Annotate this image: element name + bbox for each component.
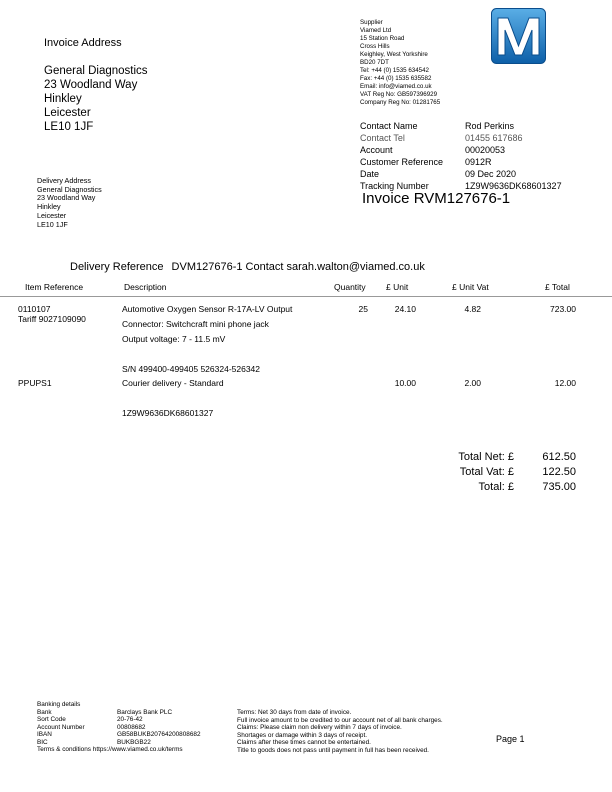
supplier-line: Viamed Ltd (360, 27, 392, 35)
item-reference: 0110107 (18, 304, 51, 314)
contact-label: Contact Tel (360, 133, 405, 143)
invoice-address-line: 23 Woodland Way (44, 79, 138, 91)
contact-value: 09 Dec 2020 (465, 169, 517, 179)
banking-value: 20-76-42 (117, 716, 143, 723)
delivery-address-heading: Delivery Address (37, 176, 91, 185)
banking-row (37, 739, 201, 747)
banking-row (37, 731, 201, 739)
total-header: £ Total (545, 282, 570, 292)
item-quantity: 25 (358, 304, 368, 314)
unit-vat-header: £ Unit Vat (452, 282, 489, 292)
banking-row (37, 716, 201, 724)
banking-value: BUKBGB22 (117, 738, 151, 746)
viamed-logo-icon (491, 8, 546, 64)
delivery-address (37, 177, 102, 229)
payment-terms (237, 709, 443, 754)
item-description-line: Automotive Oxygen Sensor R-17A-LV Output (122, 304, 293, 314)
item-description-line: Output voltage: 7 - 11.5 mV (122, 334, 226, 344)
banking-label: IBAN (37, 731, 52, 738)
invoice-address-line: LE10 1JF (44, 121, 94, 133)
terms-line: Terms: Net 30 days from date of invoice. (237, 709, 352, 716)
delivery-address-line: Hinkley (37, 202, 61, 212)
invoice-address-line: Leicester (44, 107, 91, 119)
total-net-label: Total Net: £ (458, 451, 514, 463)
delivery-address-line: General Diagnostics (37, 184, 102, 194)
supplier-details (360, 19, 440, 108)
supplier-line: Supplier (360, 19, 383, 26)
banking-row (37, 709, 201, 717)
delivery-reference-label: Delivery Reference (70, 261, 164, 273)
supplier-line: VAT Reg No: GB597396929 (360, 91, 438, 99)
item-unit-vat: 4.82 (464, 304, 481, 314)
total-label: Total: £ (478, 481, 514, 493)
item-total: 12.00 (554, 378, 576, 388)
supplier-line: Cross Hills (360, 43, 390, 51)
supplier-line: Tel: +44 (0) 1535 634542 (360, 67, 429, 75)
item-unit: 24.10 (394, 304, 416, 314)
contact-value: Rod Perkins (465, 121, 515, 131)
item-unit-vat: 2.00 (464, 378, 481, 388)
item-total: 723.00 (550, 304, 576, 314)
item-description-line: S/N 499400-499405 526324-526342 (122, 364, 261, 374)
delivery-address-line: Leicester (37, 210, 67, 220)
supplier-line: Company Reg No: 01281765 (360, 99, 441, 107)
supplier-line: Fax: +44 (0) 1535 635582 (360, 75, 432, 83)
invoice-address-heading: Invoice Address (44, 37, 122, 49)
contact-row (360, 156, 562, 168)
description-header: Description (124, 282, 167, 292)
contact-value: 00020053 (465, 145, 506, 155)
banking-value: GB58BUKB20764200808682 (117, 731, 201, 738)
invoice-address (44, 37, 148, 134)
contact-label: Contact Name (360, 121, 418, 131)
item-unit: 10.00 (394, 378, 416, 388)
banking-value: Barclays Bank PLC (117, 708, 173, 716)
total-net-value: 612.50 (542, 451, 576, 463)
invoice-address-line: General Diagnostics (44, 65, 148, 77)
terms-line: Full invoice amount to be credited to our account net of all bank charges. (237, 716, 443, 724)
invoice-address-line: Hinkley (44, 93, 82, 105)
total-vat-label: Total Vat: £ (459, 466, 514, 478)
banking-label: Bank (37, 708, 52, 716)
contact-label: Tracking Number (360, 181, 429, 191)
supplier-line: Keighley, West Yorkshire (360, 51, 428, 59)
contact-value: 01455 617686 (465, 133, 523, 143)
contact-row (360, 132, 562, 144)
item-reference: PPUPS1 (18, 378, 52, 388)
banking-value: 00808682 (117, 723, 146, 731)
banking-heading: Banking details (37, 701, 81, 708)
item-description-line: Courier delivery - Standard (122, 378, 224, 388)
contact-value: 1Z9W9636DK68601327 (465, 181, 562, 191)
total-vat-value: 122.50 (542, 466, 576, 478)
terms-link[interactable]: Terms & conditions https://www.viamed.co.uk/terms (37, 746, 183, 753)
banking-label: Sort Code (37, 716, 66, 723)
delivery-reference (70, 261, 425, 273)
contact-row (360, 144, 562, 156)
supplier-line: BD20 7DT (360, 59, 389, 67)
banking-details (37, 701, 201, 754)
contact-details (360, 120, 562, 192)
terms-line: Claims after these times cannot be entertained. (237, 739, 371, 746)
contact-row (360, 168, 562, 180)
terms-line: Claims: Please claim non delivery within 7 days of invoice. (237, 724, 402, 731)
contact-value: 0912R (465, 157, 492, 167)
invoice-title: Invoice RVM127676-1 (362, 190, 511, 207)
contact-label: Customer Reference (360, 157, 444, 167)
banking-label: Account Number (37, 723, 85, 731)
quantity-header: Quantity (334, 282, 366, 292)
item-description-line: 1Z9W9636DK68601327 (122, 408, 214, 418)
delivery-reference-value: DVM127676-1 Contact sarah.walton@viamed.co.uk (171, 261, 425, 273)
items-divider (0, 296, 612, 297)
supplier-line: Email: info@viamed.co.uk (360, 83, 432, 91)
contact-label: Account (360, 145, 393, 155)
total-value: 735.00 (542, 481, 576, 493)
contact-label: Date (360, 169, 380, 179)
terms-line: Title to goods does not pass until payment in full has been received. (237, 746, 429, 754)
item-reference-header: Item Reference (25, 282, 84, 292)
item-tariff: Tariff 9027109090 (18, 314, 86, 324)
unit-header: £ Unit (386, 282, 409, 292)
banking-label: BIC (37, 738, 48, 746)
item-description-line: Connector: Switchcraft mini phone jack (122, 319, 269, 329)
contact-row (360, 120, 562, 132)
terms-line: Shortages or damage within 3 days of receipt. (237, 731, 368, 739)
delivery-address-line: LE10 1JF (37, 219, 68, 229)
supplier-line: 15 Station Road (360, 35, 405, 43)
delivery-address-line: 23 Woodland Way (37, 193, 96, 203)
page-number: Page 1 (496, 734, 525, 744)
banking-row (37, 724, 201, 732)
